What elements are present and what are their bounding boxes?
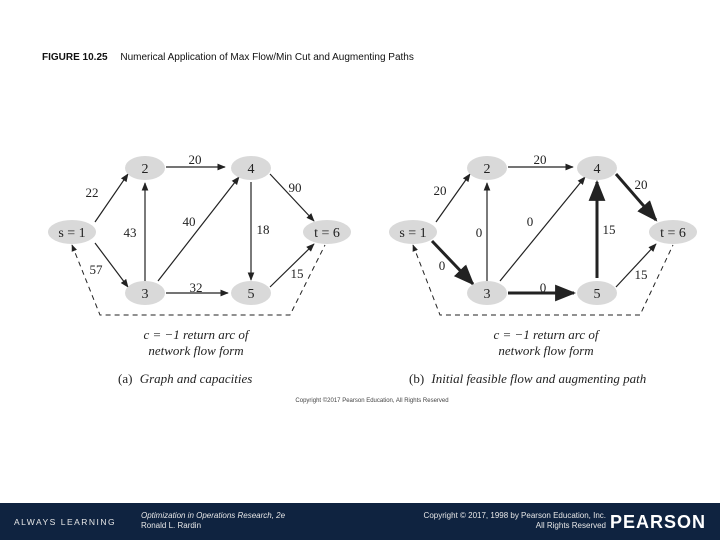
edge-label-a-3-2: 43 [123,225,137,240]
edge-label-b-4-6: 20 [634,177,648,192]
edge-label-a-1-3: 57 [89,262,103,277]
caption-b-text: Initial feasible flow and augmenting path [431,371,647,386]
edge-label-a-3-5: 32 [189,280,203,295]
svg-text:2: 2 [483,162,491,177]
return-arc-label-b-line1: c = −1 return arc of [493,327,599,342]
edge-label-a-1-2: 22 [85,185,99,200]
node-a-3 [125,281,165,305]
edge-label-b-2-4: 20 [533,152,547,167]
edge-label-a-4-5: 18 [256,222,270,237]
return-arc-label-a-line2: network flow form [148,343,244,358]
edge-label-a-5-6: 15 [290,266,304,281]
caption-a [118,371,252,386]
node-b-1 [389,220,437,244]
edge-b-3-4 [500,177,585,281]
node-b-4 [577,156,617,180]
node-a-4 [231,156,271,180]
svg-text:3: 3 [141,287,149,302]
edge-label-b-3-5: 0 [539,280,547,295]
svg-text:s = 1: s = 1 [399,226,427,241]
edge-a-1-2 [95,174,128,222]
svg-text:t = 6: t = 6 [314,226,340,241]
edge-b-1-2 [433,174,470,222]
svg-text:5: 5 [593,287,601,302]
return-arc-label-b-line2: network flow form [498,343,594,358]
footer-book-title: Optimization in Operations Research, 2e [141,511,286,520]
node-b-2 [467,156,507,180]
svg-text:s = 1: s = 1 [58,226,86,241]
node-b-5 [577,281,617,305]
image-copyright: Copyright ©2017 Pearson Education, All Rights Reserved [295,398,449,404]
edge-label-a-4-6: 90 [288,180,302,195]
footer-copyright-line1: Copyright © 2017, 1998 by Pearson Education, Inc. [423,511,606,520]
edge-label-b-1-3: 0 [438,258,446,273]
footer-tagline: ALWAYS LEARNING [14,517,117,527]
edge-label-b-3-2: 0 [475,225,483,240]
edge-label-b-3-4: 0 [526,214,534,229]
graph-b [389,152,697,386]
graph-a [48,152,351,386]
svg-text:2: 2 [141,162,149,177]
caption-b-letter: (b) [409,371,425,386]
return-arc-label-a-line1: c = −1 return arc of [143,327,249,342]
edge-label-b-4-5: 15 [602,222,616,237]
footer-author: Ronald L. Rardin [141,521,202,530]
caption-a-letter: (a) [118,371,133,386]
edge-a-3-4 [158,177,239,281]
node-b-6 [649,220,697,244]
footer-bar [0,503,720,540]
footer-book-info [141,511,285,531]
figure-number: FIGURE 10.25 [42,52,108,63]
edge-label-b-1-2: 20 [433,183,447,198]
node-a-6 [303,220,351,244]
node-a-2 [125,156,165,180]
edge-label-b-5-6: 15 [634,267,648,282]
edge-label-a-3-4: 40 [182,214,196,229]
svg-text:t = 6: t = 6 [660,226,686,241]
svg-text:4: 4 [247,162,255,177]
footer-copyright [424,511,606,531]
pearson-logo: PEARSON [609,512,706,532]
caption-b [409,371,646,386]
node-b-3 [467,281,507,305]
svg-text:5: 5 [247,287,255,302]
svg-text:4: 4 [593,162,601,177]
footer-copyright-line2: All Rights Reserved [535,521,606,530]
edge-label-a-2-4: 20 [188,152,202,167]
figure-title: Numerical Application of Max Flow/Min Cut and Augmenting Paths [120,52,414,63]
node-a-1 [48,220,96,244]
caption-a-text: Graph and capacities [139,371,253,386]
node-a-5 [231,281,271,305]
svg-text:3: 3 [483,287,491,302]
